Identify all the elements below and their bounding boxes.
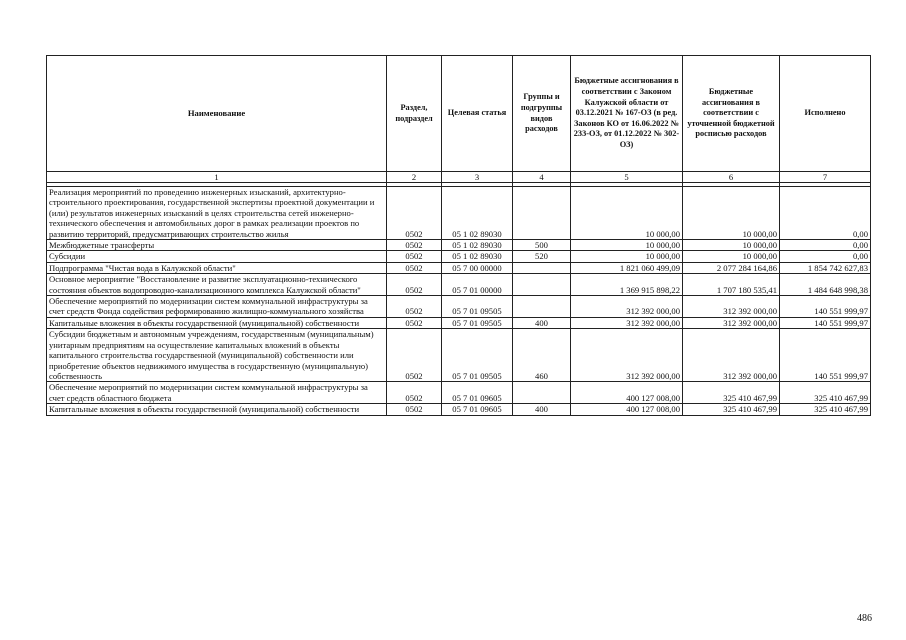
row-name: Субсидии	[47, 251, 387, 262]
header-name: Наименование	[47, 56, 387, 172]
column-number: 2	[387, 172, 442, 183]
row-law-amount: 1 821 060 499,09	[571, 262, 683, 273]
row-name: Обеспечение мероприятий по модернизации систем коммунальной инфраструктуры за счет средств областного бюджета	[47, 382, 387, 404]
row-name: Капитальные вложения в объекты государственной (муниципальной) собственности	[47, 404, 387, 415]
table-row	[47, 382, 871, 404]
row-law-amount: 312 392 000,00	[571, 329, 683, 382]
table-row	[47, 240, 871, 251]
row-law-amount: 400 127 008,00	[571, 404, 683, 415]
row-executed-amount: 140 551 999,97	[780, 317, 871, 328]
header-law: Бюджетные ассигнования в соответствии с Законом Калужской области от 03.12.2021 № 167-ОЗ (в ред. Законов КО от 16.06.2022 № 233-ОЗ, от 01.12.2022 № 302-ОЗ)	[571, 56, 683, 172]
row-name: Обеспечение мероприятий по модернизации систем коммунальной инфраструктуры за счет средств Фонда содействия реформированию жилищно-коммунального хозяйства	[47, 296, 387, 318]
row-name: Субсидии бюджетным и автономным учреждениям, государственным (муниципальным) унитарным предприятиям на осуществление капитальных вложений в объекты капитального строительства государственной (муниципальной) собственности или приобретение объектов недвижимого имущества в государственную (муниципальную) собственность	[47, 329, 387, 382]
column-number: 6	[683, 172, 780, 183]
row-group	[513, 382, 571, 404]
row-section: 0502	[387, 382, 442, 404]
row-target: 05 7 00 00000	[442, 262, 513, 273]
column-number: 1	[47, 172, 387, 183]
column-number-row	[47, 172, 871, 183]
row-refined-amount: 312 392 000,00	[683, 317, 780, 328]
row-law-amount: 400 127 008,00	[571, 382, 683, 404]
header-groups: Группы и подгруппы видов расходов	[513, 56, 571, 172]
row-executed-amount: 0,00	[780, 240, 871, 251]
row-section: 0502	[387, 262, 442, 273]
header-section: Раздел, подраздел	[387, 56, 442, 172]
header-target: Целевая статья	[442, 56, 513, 172]
row-executed-amount: 1 854 742 627,83	[780, 262, 871, 273]
table-row	[47, 274, 871, 296]
row-target: 05 7 01 09505	[442, 317, 513, 328]
table-row	[47, 251, 871, 262]
row-section: 0502	[387, 240, 442, 251]
row-name: Капитальные вложения в объекты государственной (муниципальной) собственности	[47, 317, 387, 328]
row-group	[513, 296, 571, 318]
row-executed-amount: 0,00	[780, 251, 871, 262]
row-target: 05 1 02 89030	[442, 187, 513, 240]
row-refined-amount: 325 410 467,99	[683, 404, 780, 415]
row-target: 05 1 02 89030	[442, 240, 513, 251]
column-number: 4	[513, 172, 571, 183]
row-executed-amount: 325 410 467,99	[780, 404, 871, 415]
row-section: 0502	[387, 317, 442, 328]
row-executed-amount: 325 410 467,99	[780, 382, 871, 404]
row-law-amount: 1 369 915 898,22	[571, 274, 683, 296]
row-law-amount: 10 000,00	[571, 187, 683, 240]
row-section: 0502	[387, 251, 442, 262]
row-target: 05 7 01 09505	[442, 296, 513, 318]
page-number: 486	[857, 613, 872, 624]
row-group: 520	[513, 251, 571, 262]
row-target: 05 7 01 00000	[442, 274, 513, 296]
row-refined-amount: 10 000,00	[683, 240, 780, 251]
table-row	[47, 187, 871, 240]
table-row	[47, 329, 871, 382]
row-target: 05 7 01 09605	[442, 404, 513, 415]
row-section: 0502	[387, 404, 442, 415]
budget-table	[46, 55, 871, 416]
row-target: 05 1 02 89030	[442, 251, 513, 262]
row-group: 400	[513, 317, 571, 328]
row-refined-amount: 1 707 180 535,41	[683, 274, 780, 296]
row-executed-amount: 140 551 999,97	[780, 329, 871, 382]
header-refined: Бюджетные ассигнования в соответствии с уточненной бюджетной росписью расходов	[683, 56, 780, 172]
row-section: 0502	[387, 296, 442, 318]
header-row	[47, 56, 871, 172]
row-section: 0502	[387, 329, 442, 382]
row-law-amount: 312 392 000,00	[571, 317, 683, 328]
column-number: 3	[442, 172, 513, 183]
row-target: 05 7 01 09605	[442, 382, 513, 404]
row-name: Межбюджетные трансферты	[47, 240, 387, 251]
row-executed-amount: 0,00	[780, 187, 871, 240]
row-law-amount: 10 000,00	[571, 240, 683, 251]
row-group	[513, 187, 571, 240]
row-refined-amount: 2 077 284 164,86	[683, 262, 780, 273]
table-row	[47, 296, 871, 318]
row-target: 05 7 01 09505	[442, 329, 513, 382]
row-refined-amount: 10 000,00	[683, 187, 780, 240]
row-section: 0502	[387, 187, 442, 240]
table-row	[47, 404, 871, 415]
row-section: 0502	[387, 274, 442, 296]
row-group: 400	[513, 404, 571, 415]
column-number: 5	[571, 172, 683, 183]
row-law-amount: 312 392 000,00	[571, 296, 683, 318]
table-row	[47, 317, 871, 328]
row-name: Реализация мероприятий по проведению инженерных изысканий, архитектурно-строительного проектирования, государственной экспертизы проектной документации и (или) результатов инженерных изысканий в целях строительства сетей инженерно-технического обеспечения и автомобильных дорог в рамках реализации проектов по развитию территорий, предусматривающих строительство жилья	[47, 187, 387, 240]
row-refined-amount: 10 000,00	[683, 251, 780, 262]
row-refined-amount: 312 392 000,00	[683, 296, 780, 318]
row-law-amount: 10 000,00	[571, 251, 683, 262]
row-refined-amount: 312 392 000,00	[683, 329, 780, 382]
row-name: Подпрограмма "Чистая вода в Калужской области"	[47, 262, 387, 273]
row-name: Основное мероприятие "Восстановление и развитие эксплуатационно-технического состояния объектов водопроводно-канализационного комплекса Калужской области"	[47, 274, 387, 296]
column-number: 7	[780, 172, 871, 183]
header-executed: Исполнено	[780, 56, 871, 172]
table-row	[47, 262, 871, 273]
row-refined-amount: 325 410 467,99	[683, 382, 780, 404]
row-group	[513, 262, 571, 273]
row-group	[513, 274, 571, 296]
row-executed-amount: 1 484 648 998,38	[780, 274, 871, 296]
row-executed-amount: 140 551 999,97	[780, 296, 871, 318]
row-group: 460	[513, 329, 571, 382]
row-group: 500	[513, 240, 571, 251]
